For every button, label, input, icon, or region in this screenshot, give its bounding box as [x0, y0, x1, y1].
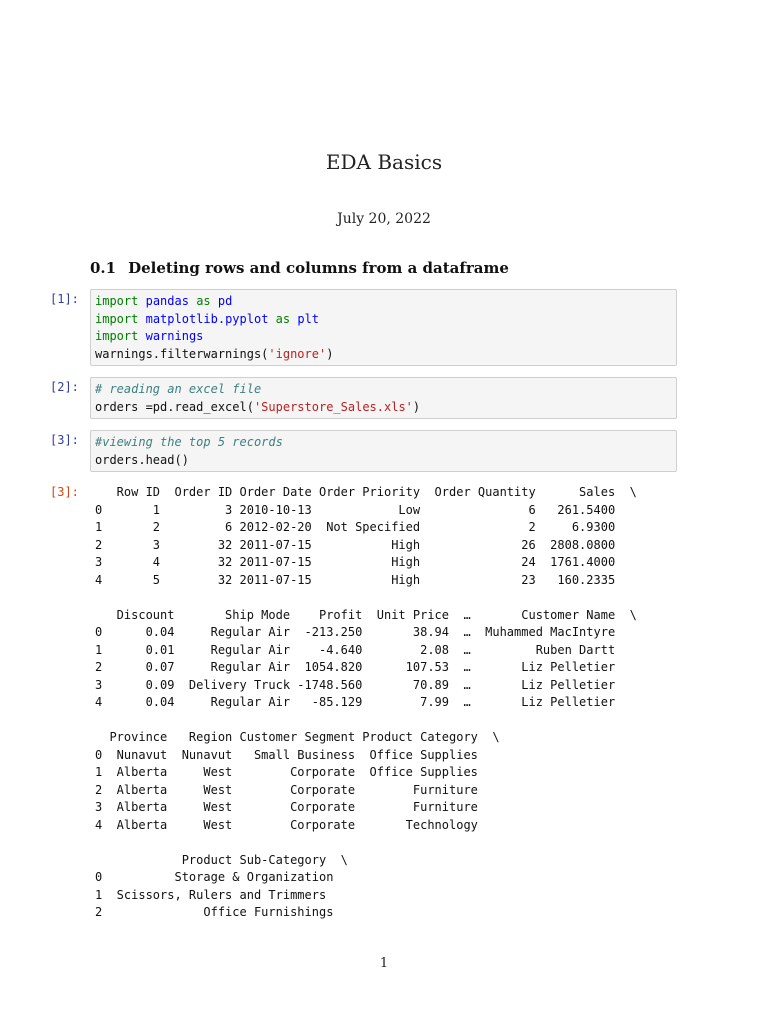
output-row-line: 0 Storage & Organization	[95, 870, 334, 884]
code-token: 'Superstore_Sales.xls'	[253, 399, 413, 414]
output-prompt: [3]:	[50, 485, 79, 499]
output-row-line: 1 0.01 Regular Air -4.640 2.08 … Ruben Dartt	[95, 642, 616, 657]
code-token: warnings	[145, 329, 204, 343]
document-date: July 20, 2022	[337, 211, 431, 227]
code-line	[95, 311, 672, 329]
document-title: EDA Basics	[325, 150, 443, 174]
output-row-line: 1 2 6 2012-02-20 Not Specified 2 6.9300	[95, 520, 616, 534]
code-line	[95, 399, 672, 417]
code-token: )	[412, 399, 421, 414]
code-cell-3[interactable]	[90, 430, 677, 472]
block-spacer	[95, 589, 637, 607]
code-token: plt	[297, 311, 320, 326]
page-number: 1	[379, 956, 389, 971]
code-token: import	[95, 329, 139, 343]
code-token	[138, 329, 145, 343]
cell-2-prompt: [2]:	[50, 380, 79, 394]
code-token: )	[326, 346, 334, 361]
code-token: matplotlib.pyplot	[145, 311, 269, 326]
output-row-line: 2 0.07 Regular Air 1054.820 107.53 … Liz Pelletier	[95, 660, 616, 674]
code-cell-1[interactable]	[90, 289, 677, 366]
output-row-line: 0 1 3 2010-10-13 Low 6 261.5400	[95, 502, 616, 517]
code-token: orders =pd.read_excel(	[95, 399, 254, 414]
code-token: import	[95, 311, 139, 326]
section-heading	[90, 259, 509, 277]
code-token: import	[95, 294, 139, 308]
code-token: 'ignore'	[268, 346, 327, 361]
output-row-line: 0 Nunavut Nunavut Small Business Office Supplies	[95, 747, 478, 762]
code-cell-2[interactable]	[90, 377, 677, 419]
output-row-line: 3 0.09 Delivery Truck -1748.560 70.89 … Liz Pelletier	[95, 677, 616, 692]
output-row-line: 1 Alberta West Corporate Office Supplies	[95, 765, 478, 779]
output-row-line: 1 Scissors, Rulers and Trimmers	[95, 887, 327, 902]
output-row-line: 0 0.04 Regular Air -213.250 38.94 … Muhammed MacIntyre	[95, 625, 616, 639]
section-title: Deleting rows and columns from a dataframe	[128, 259, 509, 277]
code-token: pandas	[145, 294, 189, 308]
code-token: pd	[217, 294, 233, 308]
code-token: as	[275, 311, 291, 326]
code-token: orders.head()	[95, 452, 189, 467]
output-row-line: 2 3 32 2011-07-15 High 26 2808.0800	[95, 537, 616, 552]
output-header-line: Row ID Order ID Order Date Order Priority Order Quantity Sales \	[95, 485, 637, 499]
code-token	[211, 294, 218, 308]
section-number: 0.1	[90, 259, 117, 277]
code-line	[95, 328, 672, 346]
code-line	[95, 434, 672, 452]
code-token: as	[196, 294, 211, 308]
output-row-line: 4 5 32 2011-07-15 High 23 160.2335	[95, 572, 616, 587]
code-line	[95, 381, 672, 399]
output-header-line: Product Sub-Category \	[95, 852, 348, 867]
code-token	[138, 312, 145, 326]
output-row-line: 3 Alberta West Corporate Furniture	[95, 800, 478, 814]
code-token: # reading an excel file	[95, 382, 262, 396]
block-spacer	[95, 712, 637, 730]
code-token: warnings.filterwarnings(	[95, 346, 269, 361]
dataframe-output	[95, 484, 637, 922]
code-token: #viewing the top 5 records	[95, 435, 283, 449]
code-line	[95, 452, 672, 470]
code-token	[138, 294, 145, 308]
output-row-line: 4 0.04 Regular Air -85.129 7.99 … Liz Pelletier	[95, 695, 616, 709]
output-row-line: 3 4 32 2011-07-15 High 24 1761.4000	[95, 555, 616, 569]
output-header-line: Province Region Customer Segment Product Category \	[95, 730, 500, 744]
code-line	[95, 346, 672, 364]
output-row-line: 2 Alberta West Corporate Furniture	[95, 782, 478, 797]
cell-1-prompt: [1]:	[50, 292, 79, 306]
code-token	[268, 312, 275, 326]
output-row-line: 2 Office Furnishings	[95, 905, 334, 919]
output-header-line: Discount Ship Mode Profit Unit Price … Customer Name \	[95, 607, 637, 622]
code-line	[95, 293, 672, 311]
block-spacer	[95, 834, 637, 852]
cell-3-prompt: [3]:	[50, 433, 79, 447]
output-row-line: 4 Alberta West Corporate Technology	[95, 817, 478, 832]
